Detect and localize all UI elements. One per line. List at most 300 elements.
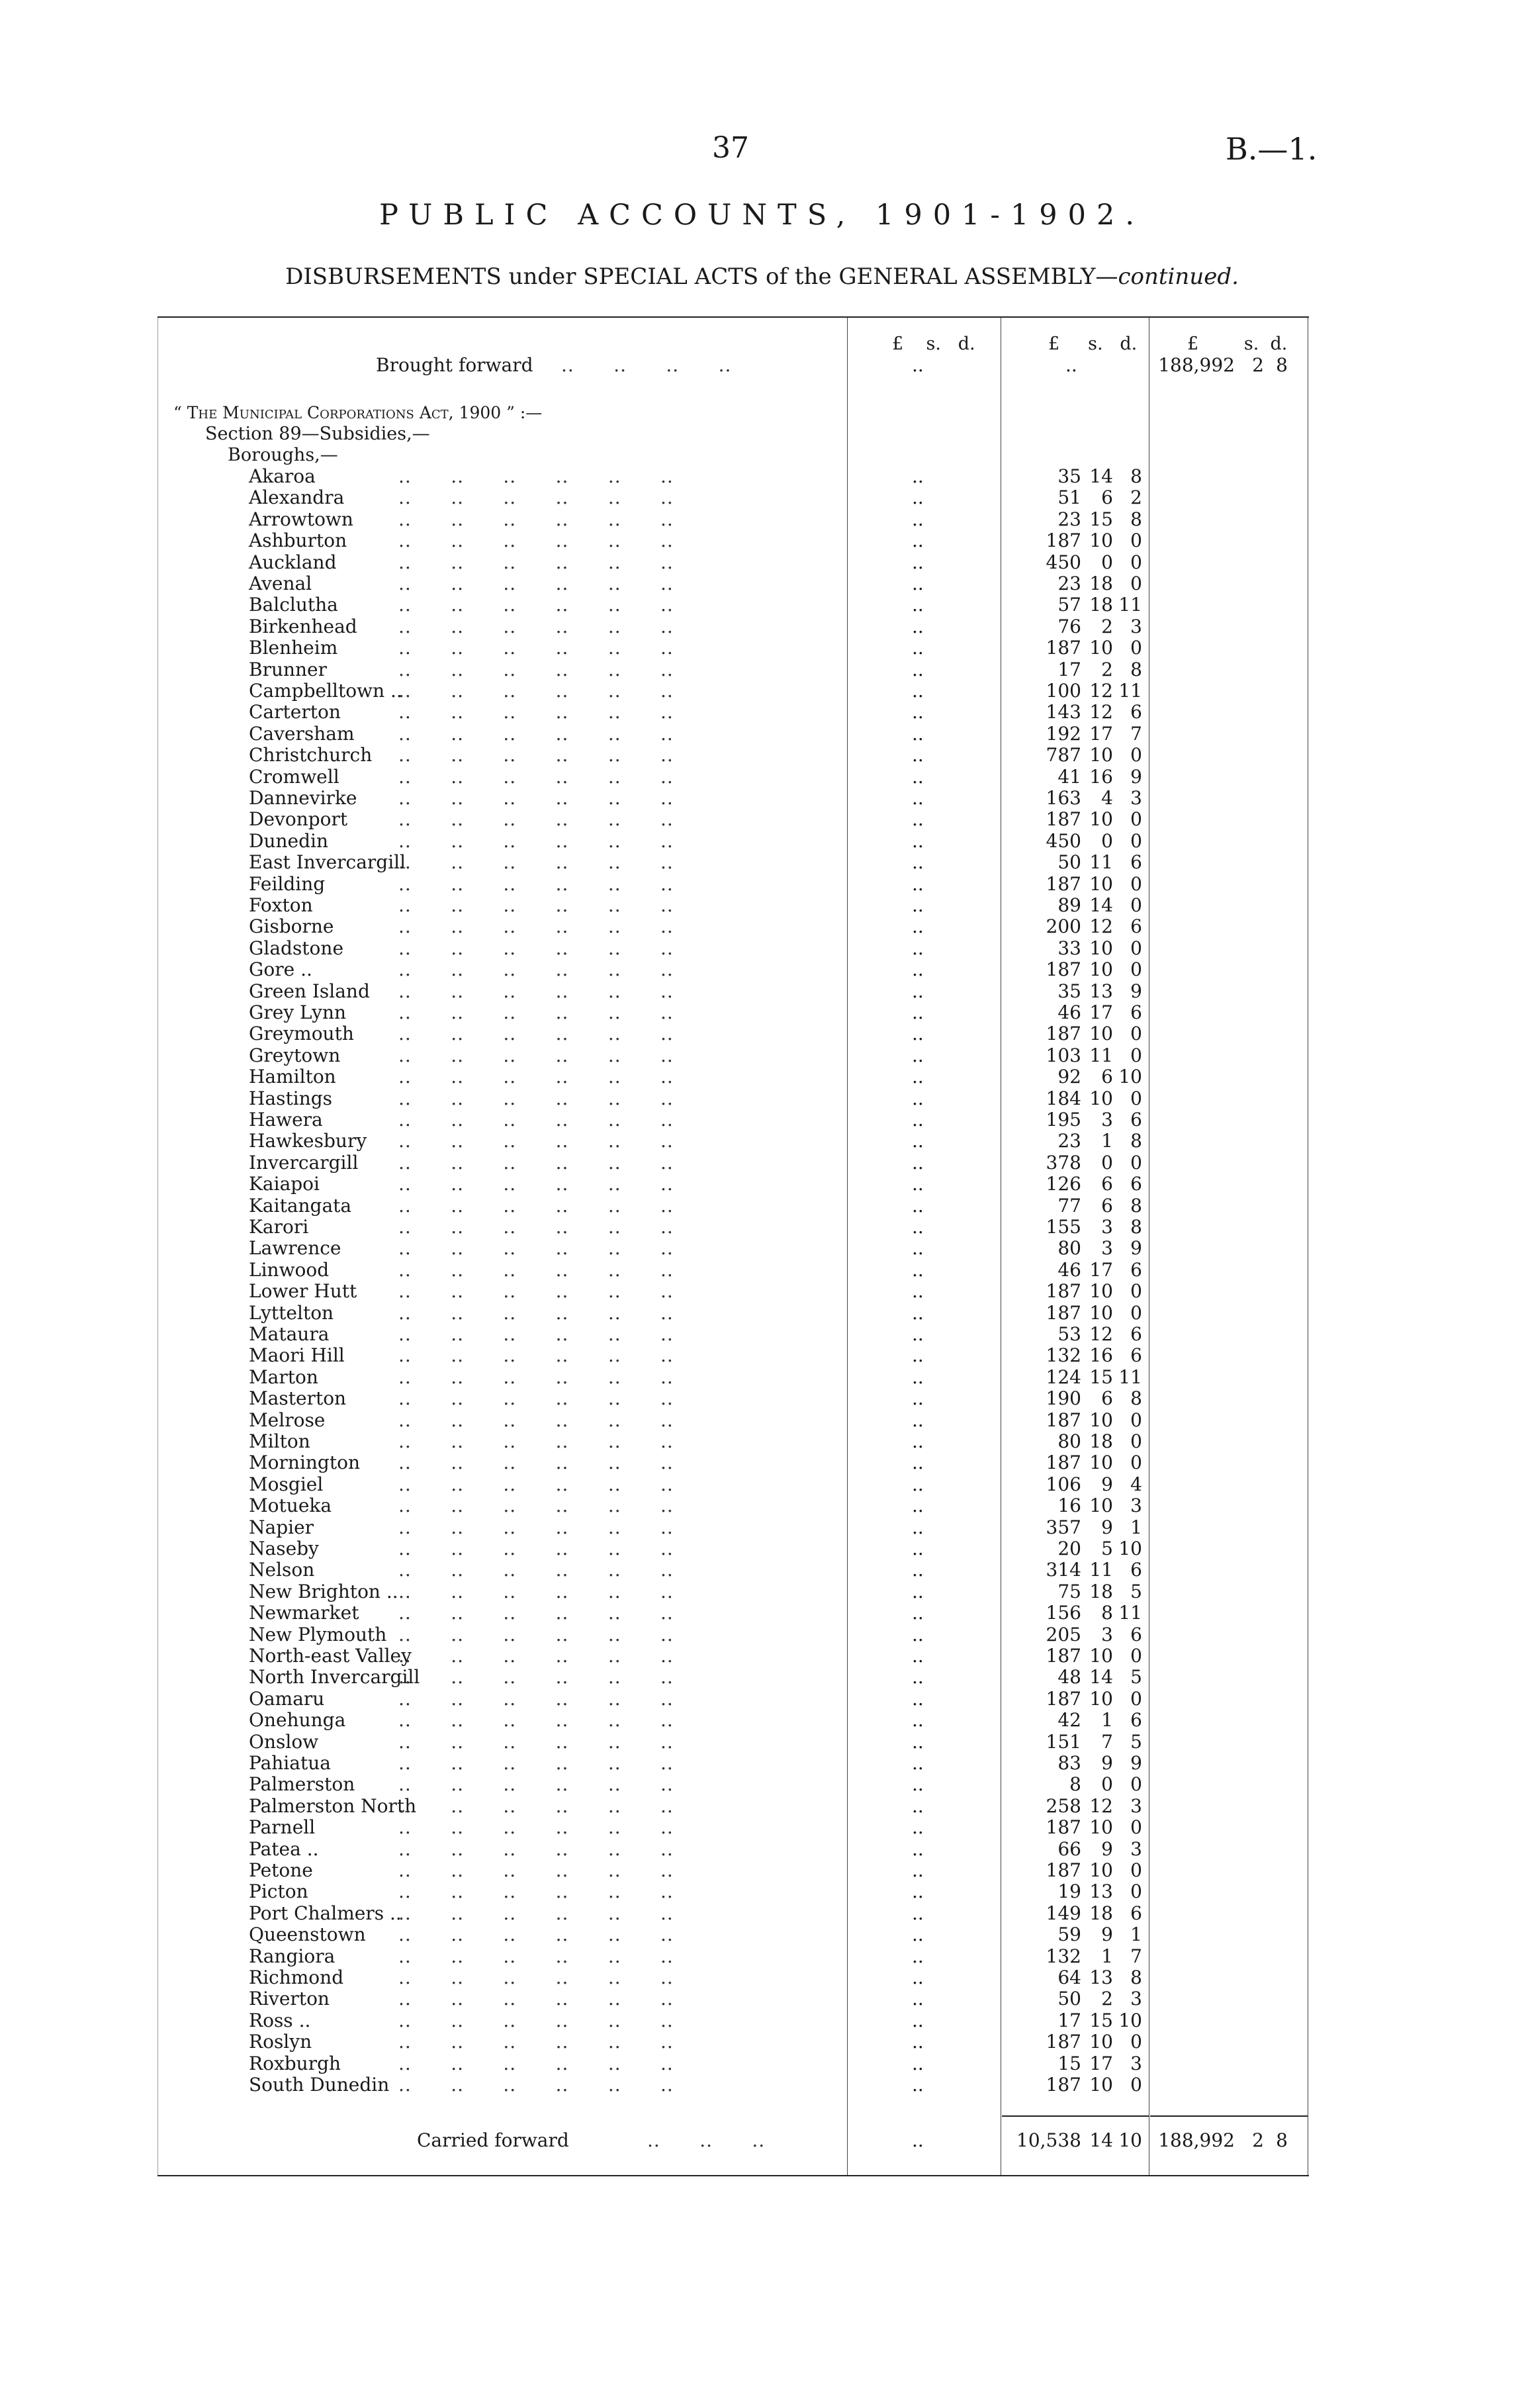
col1-leader: .. [912,1109,924,1131]
amount-shillings: 9 [1101,1473,1113,1495]
borough-amount [1002,938,1142,959]
leader-dots: .. .. .. .. [561,354,732,376]
leader-dots: .. .. .. .. .. .. [398,1516,674,1538]
amount-pence: 0 [1130,808,1142,831]
amount-shillings: 18 [1089,1580,1113,1602]
amount-pounds: 187 [1046,1301,1081,1324]
borough-name: Palmerston [249,1773,355,1796]
amount-pence: 3 [1130,1837,1142,1860]
amount-pence: 7 [1130,1945,1142,1967]
amount-shillings: 18 [1089,573,1113,594]
amount-shillings: 13 [1089,1967,1113,1988]
table-row [157,1710,1309,1731]
amount-pence: 6 [1130,915,1142,938]
col1-leader: .. [912,1516,924,1538]
table-row [157,1967,1309,1988]
borough-name: Maori Hill [249,1344,345,1367]
borough-name: Hastings [249,1087,333,1109]
borough-amount [1002,1002,1142,1023]
col1-leader: .. [912,1151,924,1174]
leader-dots: .. .. .. .. .. .. [398,851,674,874]
amount-shillings: 1 [1101,1130,1113,1152]
amount-pence: 6 [1130,1709,1142,1732]
col1-leader: .. [912,1623,924,1645]
table-row [157,745,1309,766]
amount-shillings: 3 [1101,1216,1113,1238]
borough-name: Foxton [249,894,313,916]
col1-leader: .. [912,1495,924,1517]
amount-pounds: 450 [1046,551,1081,573]
col1-leader: .. [912,1344,924,1367]
leader-dots: .. .. .. .. .. .. [398,1280,674,1303]
group-heading: Boroughs,— [228,445,338,465]
col1-leader: .. [912,1645,924,1667]
amount-pounds: 83 [1057,1752,1081,1774]
borough-name: Gladstone [249,937,344,959]
col1-leader: .. [912,680,924,702]
amount-pounds: 450 [1046,829,1081,852]
amount-pounds: 23 [1057,1130,1081,1152]
amount-shillings: 11 [1089,1559,1113,1581]
amount-pence: 0 [1130,573,1142,594]
borough-amount [1002,1753,1142,1774]
amount-shillings: 10 [1089,1301,1113,1324]
borough-name: Onslow [249,1730,319,1753]
leader-dots: .. .. .. .. .. .. [398,1023,674,1045]
amount-shillings: 10 [1089,872,1113,895]
borough-name: New Brighton .. [249,1580,398,1602]
table-row [157,1881,1309,1902]
amount-shillings: 10 [1089,1495,1113,1517]
table-row [157,1839,1309,1860]
leader-dots: .. .. .. .. .. .. [398,1452,674,1474]
amount-shillings: 10 [1089,1859,1113,1881]
leader-dots: .. .. .. .. .. .. [398,658,674,680]
table-row [157,1517,1309,1538]
borough-amount [1002,1324,1142,1345]
borough-amount [1002,1710,1142,1731]
disbursements-table [157,316,1309,2176]
amount-shillings: 14 [1089,894,1113,916]
borough-name: Grey Lynn [249,1001,347,1023]
borough-name: North Invercargill [249,1666,420,1689]
borough-amount [1002,509,1142,530]
amount-pence: 0 [1130,1409,1142,1431]
amount-pounds: 187 [1046,1645,1081,1667]
leader-dots: .. .. .. .. .. .. [398,1216,674,1238]
amount-pounds: 66 [1057,1837,1081,1860]
amount-pounds: 184 [1046,1087,1081,1109]
borough-amount [1002,1088,1142,1109]
borough-amount [1002,831,1142,852]
amount-pence: 0 [1130,2031,1142,2053]
leader-dots: .. .. .. .. .. .. [398,1194,674,1217]
table-row [157,1495,1309,1516]
amount-pence: 8 [1130,1967,1142,1988]
borough-name: Ashburton [249,530,347,552]
amount-pounds: 187 [1046,1816,1081,1839]
table-row [157,788,1309,809]
carried-forward-c1: .. [912,2129,924,2151]
borough-name: Greymouth [249,1023,354,1045]
amount-shillings: 15 [1089,2009,1113,2031]
leader-dots: .. .. .. .. .. .. [398,1859,674,1881]
amount-pence: 9 [1130,1237,1142,1260]
borough-amount [1002,637,1142,659]
leader-dots: .. .. .. .. .. .. [398,1387,674,1410]
borough-name: Melrose [249,1409,326,1431]
col1-leader: .. [912,1687,924,1710]
borough-amount [1002,1924,1142,1945]
leader-dots: .. .. .. .. .. .. [398,829,674,852]
borough-amount [1002,1517,1142,1538]
amount-shillings: 12 [1089,1323,1113,1345]
amount-pounds: 187 [1046,1859,1081,1881]
borough-amount [1002,594,1142,616]
leader-dots: .. .. .. .. .. .. [398,615,674,637]
amount-pence: 9 [1130,1752,1142,1774]
table-row [157,1581,1309,1602]
section-heading: Section 89—Subsidies,— [205,424,430,444]
amount-pence: 8 [1130,508,1142,530]
borough-name: Invercargill [249,1151,359,1174]
borough-name: Riverton [249,1988,330,2010]
borough-amount [1002,2053,1142,2074]
table-row [157,895,1309,916]
amount-pence: 5 [1130,1730,1142,1753]
amount-shillings: 12 [1089,680,1113,702]
leader-dots: .. .. .. .. .. .. [398,1666,674,1689]
borough-name: Carterton [249,701,341,723]
amount-pounds: 143 [1046,701,1081,723]
amount-pounds: 187 [1046,637,1081,659]
borough-amount [1002,1367,1142,1388]
leader-dots: .. .. .. .. .. .. [398,1044,674,1066]
borough-amount [1002,1495,1142,1516]
carried-forward-c3: 188,992 2 8 [1158,2129,1288,2151]
total-rule [1002,2115,1149,2117]
borough-amount [1002,1732,1142,1753]
amount-pounds: 46 [1057,1258,1081,1281]
amount-shillings: 13 [1089,980,1113,1002]
amount-shillings: 17 [1089,1001,1113,1023]
amount-pence: 6 [1130,1623,1142,1645]
brought-forward-label: Brought forward [376,354,533,376]
amount-pence: 6 [1130,1902,1142,1924]
table-row [157,2053,1309,2074]
col1-leader: .. [912,1602,924,1624]
table-row [157,2031,1309,2053]
amount-pence: 9 [1130,980,1142,1002]
col1-leader: .. [912,2052,924,2074]
borough-name: Lyttelton [249,1301,334,1324]
amount-shillings: 17 [1089,2052,1113,2074]
borough-name: North-east Valley [249,1645,412,1667]
leader-dots: .. .. .. .. .. .. [398,1816,674,1839]
amount-pence: 0 [1130,1773,1142,1796]
col1-leader: .. [912,1366,924,1388]
borough-name: Balclutha [249,594,338,616]
col1-leader: .. [912,1001,924,1023]
amount-pounds: 205 [1046,1623,1081,1645]
table-row [157,1753,1309,1774]
amount-pence: 8 [1130,465,1142,487]
col1-leader: .. [912,486,924,509]
amount-pounds: 195 [1046,1109,1081,1131]
table-row [157,1303,1309,1324]
leader-dots: .. .. .. .. .. .. [398,573,674,594]
amount-pence: 3 [1130,2052,1142,2074]
amount-shillings: 3 [1101,1109,1113,1131]
amount-pence: 0 [1130,2074,1142,2096]
table-row [157,1195,1309,1217]
amount-pounds: 126 [1046,1173,1081,1195]
leader-dots: .. .. .. .. .. .. [398,1366,674,1388]
col1-leader: .. [912,1430,924,1452]
table-row [157,637,1309,659]
amount-pounds: 80 [1057,1237,1081,1260]
leader-dots: .. .. .. .. .. .. [398,1344,674,1367]
amount-shillings: 10 [1089,1409,1113,1431]
amount-pence: 11 [1118,1602,1142,1624]
amount-shillings: 10 [1089,958,1113,981]
col1-leader: .. [912,744,924,766]
amount-shillings: 8 [1101,1602,1113,1624]
leader-dots: .. .. .. .. .. .. [398,1538,674,1559]
amount-pounds: 187 [1046,1409,1081,1431]
table-row [157,1431,1309,1452]
col1-leader: .. [912,1923,924,1946]
borough-name: Port Chalmers .. [249,1902,402,1924]
table-row [157,981,1309,1002]
col1-header: £ s. d. [892,334,975,354]
amount-shillings: 18 [1089,1902,1113,1924]
borough-name: Linwood [249,1258,330,1281]
table-row [157,1217,1309,1238]
amount-pounds: 357 [1046,1516,1081,1538]
leader-dots: .. .. .. .. .. .. [398,637,674,659]
amount-pence: 6 [1130,1344,1142,1367]
amount-pence: 11 [1118,1366,1142,1388]
leader-dots: .. .. .. .. .. .. [398,508,674,530]
leader-dots: .. .. .. .. .. .. [398,594,674,616]
amount-shillings: 10 [1089,1687,1113,1710]
leader-dots: .. .. .. .. .. .. [398,1301,674,1324]
borough-amount [1002,1796,1142,1817]
borough-amount [1002,1474,1142,1495]
col1-leader: .. [912,765,924,788]
table-row [157,1152,1309,1174]
col1-leader: .. [912,1880,924,1903]
amount-shillings: 4 [1101,787,1113,809]
leader-dots: .. .. .. .. .. .. [398,1880,674,1903]
borough-amount [1002,852,1142,873]
table-row [157,1109,1309,1131]
amount-pounds: 50 [1057,1988,1081,2010]
table-row [157,509,1309,530]
amount-shillings: 10 [1089,1087,1113,1109]
amount-pence: 0 [1130,894,1142,916]
amount-pence: 4 [1130,1473,1142,1495]
borough-name: Motueka [249,1495,332,1517]
borough-name: Queenstown [249,1923,366,1946]
borough-name: Arrowtown [249,508,353,530]
amount-pounds: 8 [1069,1773,1081,1796]
borough-name: Dannevirke [249,787,357,809]
amount-pounds: 17 [1057,658,1081,680]
borough-amount [1002,1152,1142,1174]
amount-pence: 0 [1130,1880,1142,1903]
amount-shillings: 13 [1089,1880,1113,1903]
amount-pounds: 187 [1046,958,1081,981]
page-title: PUBLIC ACCOUNTS, 1901-1902. [379,199,1145,232]
leader-dots: .. .. .. .. .. .. [398,1151,674,1174]
borough-name: Petone [249,1859,313,1881]
borough-amount [1002,1388,1142,1409]
leader-dots: .. .. .. .. .. .. [398,486,674,509]
table-row [157,1452,1309,1473]
amount-shillings: 0 [1101,829,1113,852]
col1-leader: .. [912,1473,924,1495]
table-row [157,852,1309,873]
amount-pounds: 51 [1057,486,1081,509]
subtitle-main: DISBURSEMENTS under SPECIAL ACTS of the GENERAL ASSEMBLY— [285,263,1118,290]
col1-leader: .. [912,872,924,895]
borough-name: Greytown [249,1044,341,1066]
amount-pounds: 41 [1057,765,1081,788]
borough-name: Karori [249,1216,309,1238]
amount-pounds: 23 [1057,573,1081,594]
col1-leader: .. [912,1538,924,1559]
table-row [157,1131,1309,1152]
amount-pence: 0 [1130,937,1142,959]
amount-pounds: 187 [1046,1280,1081,1303]
borough-amount [1002,895,1142,916]
borough-name: Milton [249,1430,310,1452]
amount-pence: 0 [1130,1023,1142,1045]
table-row [157,938,1309,959]
borough-name: Akaroa [249,465,316,487]
table-row [157,1281,1309,1302]
borough-name: Lawrence [249,1237,341,1260]
amount-shillings: 5 [1101,1538,1113,1559]
borough-amount [1002,766,1142,788]
amount-shillings: 10 [1089,1645,1113,1667]
amount-pounds: 16 [1057,1495,1081,1517]
col1-leader: .. [912,615,924,637]
col1-leader: .. [912,1902,924,1924]
table-row [157,809,1309,830]
leader-dots: .. .. .. .. .. .. [398,894,674,916]
borough-amount [1002,1023,1142,1044]
amount-shillings: 6 [1101,1387,1113,1410]
col1-leader: .. [912,1173,924,1195]
col1-leader: .. [912,958,924,981]
borough-amount [1002,1174,1142,1195]
table-row [157,1260,1309,1281]
amount-pence: 0 [1130,829,1142,852]
leader-dots: .. .. .. .. .. .. [398,551,674,573]
borough-name: Green Island [249,980,370,1002]
amount-pence: 6 [1130,851,1142,874]
leader-dots: .. .. .. .. .. .. [398,744,674,766]
amount-pounds: 156 [1046,1602,1081,1624]
page-number: 37 [712,131,749,165]
table-row [157,487,1309,508]
amount-pounds: 124 [1046,1366,1081,1388]
amount-pence: 6 [1130,1173,1142,1195]
borough-name: Mosgiel [249,1473,324,1495]
borough-name: Hamilton [249,1066,336,1088]
borough-amount [1002,1281,1142,1302]
borough-name: Devonport [249,808,348,831]
table-row [157,573,1309,594]
amount-pounds: 187 [1046,872,1081,895]
amount-shillings: 10 [1089,530,1113,552]
carried-forward-c2: 10,538 14 10 [1016,2129,1142,2151]
col1-leader: .. [912,1301,924,1324]
col1-leader: .. [912,722,924,745]
borough-name: Dunedin [249,829,328,852]
amount-pounds: 48 [1057,1666,1081,1689]
amount-shillings: 18 [1089,594,1113,616]
borough-name: Palmerston North [249,1794,417,1817]
amount-pence: 0 [1130,1087,1142,1109]
leader-dots: .. .. .. .. .. .. [398,958,674,981]
table-row [157,702,1309,723]
amount-pence: 0 [1130,1452,1142,1474]
col1-leader: .. [912,1837,924,1860]
amount-shillings: 17 [1089,1258,1113,1281]
col1-leader: .. [912,787,924,809]
borough-amount [1002,702,1142,723]
amount-pounds: 192 [1046,722,1081,745]
leader-dots: .. .. .. .. .. .. [398,765,674,788]
table-row [157,1088,1309,1109]
borough-name: Gisborne [249,915,334,938]
table-row [157,916,1309,937]
amount-shillings: 9 [1101,1752,1113,1774]
borough-name: Onehunga [249,1709,346,1732]
borough-name: Birkenhead [249,615,357,637]
borough-amount [1002,1689,1142,1710]
table-row [157,530,1309,551]
leader-dots: .. .. .. .. .. .. [398,701,674,723]
col1-leader: .. [912,658,924,680]
carried-forward-label: Carried forward [417,2129,569,2151]
amount-pounds: 42 [1057,1709,1081,1732]
table-row [157,1624,1309,1645]
col1-leader: .. [912,808,924,831]
leader-dots: .. .. .. .. .. .. [398,1687,674,1710]
amount-pounds: 64 [1057,1967,1081,1988]
act-heading: “ The Municipal Corporations Act, 1900 ” :— [173,403,543,422]
amount-shillings: 10 [1089,808,1113,831]
table-row [157,831,1309,852]
leader-dots: .. .. .. .. .. .. [398,872,674,895]
amount-pounds: 76 [1057,615,1081,637]
amount-pence: 0 [1130,530,1142,552]
amount-pence: 0 [1130,1044,1142,1066]
total-rule [1150,2115,1308,2117]
amount-pounds: 46 [1057,1001,1081,1023]
amount-shillings: 3 [1101,1237,1113,1260]
amount-shillings: 2 [1101,615,1113,637]
col1-leader: .. [912,1409,924,1431]
amount-shillings: 10 [1089,2074,1113,2096]
col1-leader: .. [912,465,924,487]
borough-amount [1002,1452,1142,1473]
